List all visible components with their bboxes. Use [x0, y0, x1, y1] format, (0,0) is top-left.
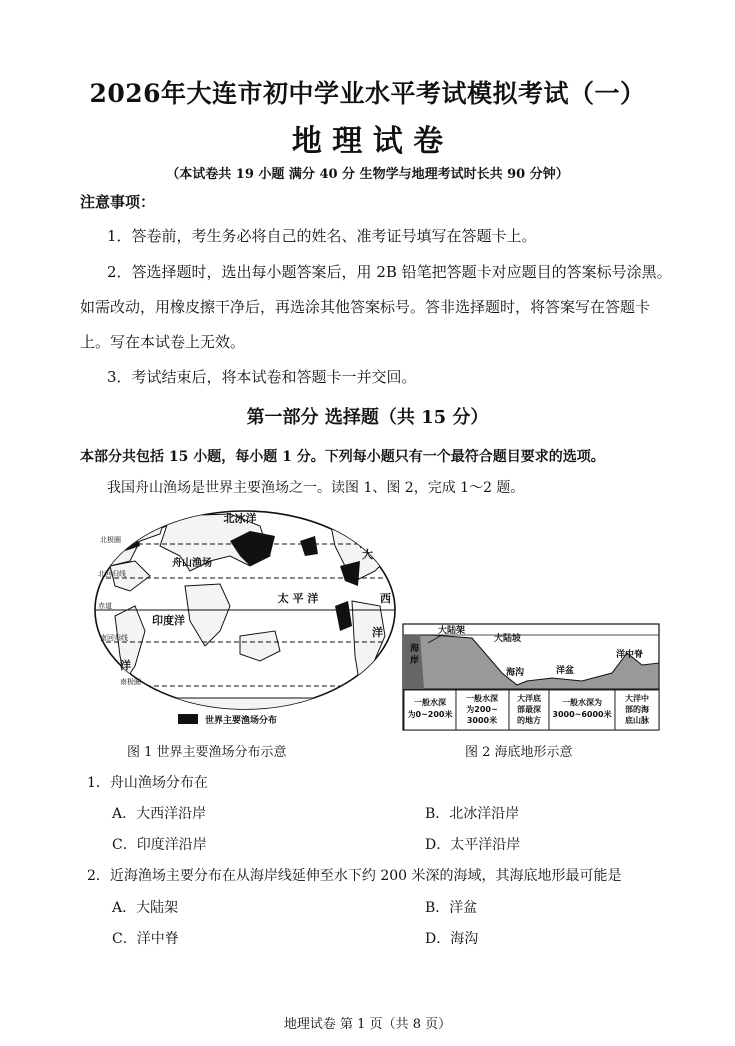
notice-item-3: 3．考试结束后，将本试卷和答题卡一并交回。 — [107, 368, 417, 386]
table-cell-4-line-2: 3000~6000米 — [552, 710, 612, 719]
label-ridge: 洋中脊 — [616, 650, 644, 660]
question-2-option-b: B．洋盆 — [425, 900, 478, 916]
question-1-option-d: D．太平洋沿岸 — [425, 837, 521, 853]
label-shore-1: 海 — [410, 644, 420, 654]
question-2-option-c: C．洋中脊 — [112, 931, 179, 947]
label-tropic-cancer: 北回归线 — [98, 570, 126, 578]
label-arctic-ocean: 北冰洋 — [223, 512, 257, 525]
figure-1-caption: 图 1 世界主要渔场分布示意 — [127, 745, 287, 760]
question-2-option-d: D．海沟 — [425, 931, 479, 947]
question-1-option-a: A．大西洋沿岸 — [112, 806, 207, 822]
question-1-stem: 1．舟山渔场分布在 — [87, 775, 208, 791]
page-footer: 地理试卷 第 1 页（共 8 页） — [283, 1017, 452, 1032]
section-title: 第一部分 选择题（共 15 分） — [246, 407, 489, 428]
label-atlantic-2: 西 — [380, 592, 391, 605]
notice-item-2-line-1: 2．答选择题时，选出每小题答案后，用 2B 铅笔把答题卡对应题目的答案标号涂黑。 — [107, 263, 672, 281]
notice-item-2-line-2: 如需改动，用橡皮擦干净后，再选涂其他答案标号。答非选择题时，将答案写在答题卡 — [80, 298, 651, 316]
label-shore-2: 岸 — [410, 656, 420, 666]
label-arctic-circle: 北极圈 — [100, 536, 121, 544]
question-1-option-c: C．印度洋沿岸 — [112, 837, 207, 853]
figure-1-map — [90, 506, 400, 734]
notice-heading: 注意事项： — [80, 193, 156, 211]
label-ocean-left: 洋 — [120, 659, 131, 672]
label-zhoushan: 舟山渔场 — [172, 558, 212, 569]
label-antarctic-circle: 南极圈 — [120, 678, 141, 686]
table-cell-5-line-2: 部的海 — [625, 705, 649, 714]
legend-swatch — [178, 714, 198, 724]
label-tropic-capricorn: 南回归线 — [100, 634, 128, 642]
exam-title: 2026年大连市初中学业水平考试模拟考试（一） — [89, 79, 646, 108]
question-intro: 我国舟山渔场是世界主要渔场之一。读图 1、图 2，完成 1～2 题。 — [107, 480, 525, 496]
label-equator: 赤道 — [98, 602, 112, 610]
table-cell-5-line-1: 大洋中 — [625, 694, 649, 703]
label-slope: 大陆坡 — [494, 634, 522, 644]
question-2-stem: 2．近海渔场主要分布在从海岸线延伸至水下约 200 米深的海域，其海底地形最可能是 — [87, 868, 622, 884]
figure-2-caption: 图 2 海底地形示意 — [465, 745, 573, 760]
notice-item-2-line-3: 上。写在本试卷上无效。 — [80, 333, 246, 351]
table-cell-5-line-3: 底山脉 — [625, 716, 649, 725]
label-basin: 洋盆 — [556, 666, 575, 676]
figure-2-seabed — [402, 623, 660, 731]
table-cell-2-line-1: 一般水深 — [466, 694, 498, 703]
table-cell-1-line-2: 为0~200米 — [407, 710, 453, 719]
question-2-option-a: A．大陆架 — [112, 900, 179, 916]
table-cell-2-line-2: 为200~ — [466, 705, 498, 714]
subject-title: 地 理 试 卷 — [291, 124, 444, 159]
question-1-option-b: B．北冰洋沿岸 — [425, 806, 520, 822]
label-shelf: 大陆架 — [438, 626, 466, 636]
label-pacific: 太 平 洋 — [277, 592, 319, 605]
label-trench: 海沟 — [506, 668, 525, 678]
label-indian: 印度洋 — [152, 614, 185, 627]
notice-item-1: 1．答卷前，考生务必将自己的姓名、准考证号填写在答题卡上。 — [107, 227, 537, 245]
exam-note: （本试卷共 19 小题 满分 40 分 生物学与地理考试时长共 90 分钟） — [166, 167, 569, 182]
section-instruction: 本部分共包括 15 小题，每小题 1 分。下列每小题只有一个最符合题目要求的选项。 — [80, 449, 605, 465]
table-cell-3-line-1: 大洋底 — [517, 694, 541, 703]
table-cell-2-line-3: 3000米 — [466, 716, 498, 725]
label-atlantic-3: 洋 — [372, 626, 383, 639]
table-cell-1-line-1: 一般水深 — [414, 698, 446, 707]
table-cell-3-line-3: 的地方 — [517, 716, 541, 725]
table-cell-4-line-1: 一般水深为 — [562, 698, 602, 707]
legend-text: 世界主要渔场分布 — [205, 716, 278, 726]
table-cell-3-line-2: 部最深 — [517, 705, 541, 714]
label-atlantic-1: 大 — [362, 548, 373, 561]
